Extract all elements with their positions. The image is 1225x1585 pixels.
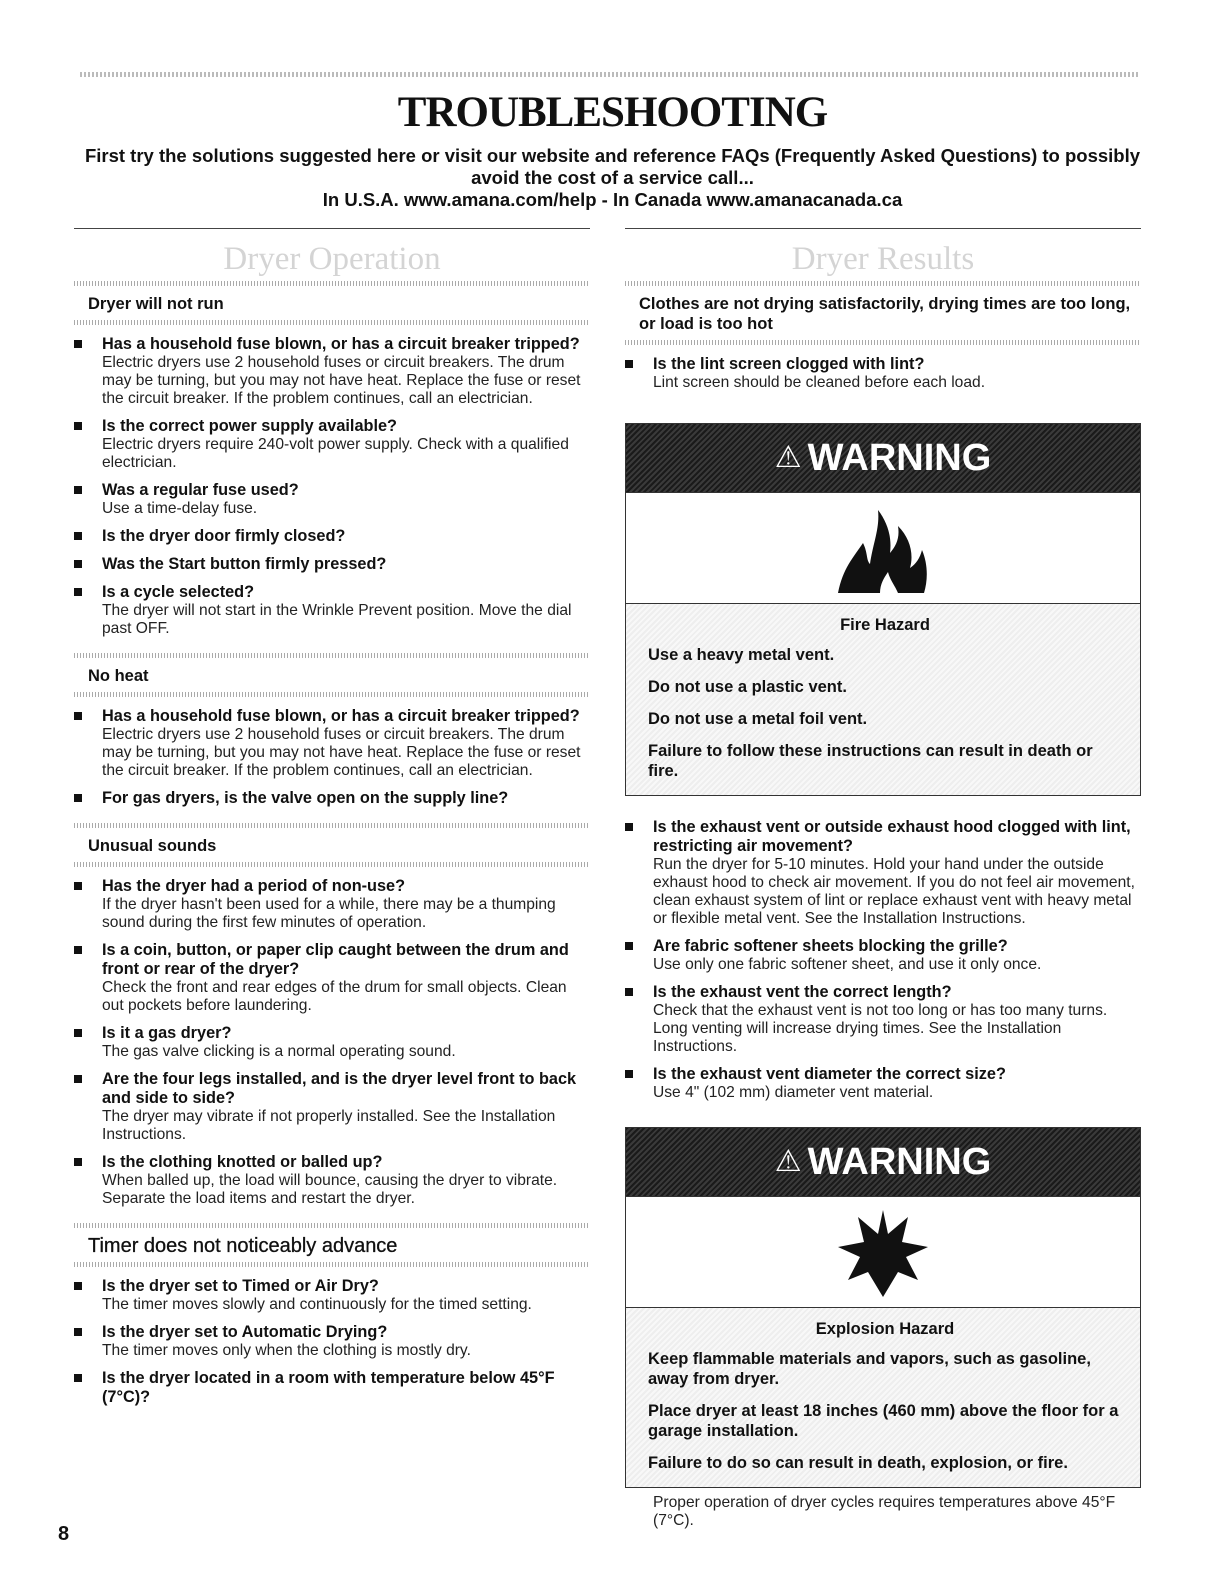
answer: Lint screen should be cleaned before each load. xyxy=(653,374,986,391)
list-item xyxy=(74,1369,590,1407)
warning-label: WARNING xyxy=(807,1141,992,1183)
question: Was the Start button firmly pressed? xyxy=(102,555,387,573)
answer: Electric dryers use 2 household fuses or circuit breakers. The drum may be turning, but you may not have heat. Replace the fuse or reset the circuit breaker. If the problem continues, call an electrician. xyxy=(102,726,581,779)
question: Is it a gas dryer? xyxy=(102,1024,232,1042)
list-item xyxy=(74,481,590,518)
explosion-warning-box xyxy=(625,1127,1141,1488)
column-heading: Dryer Operation xyxy=(223,241,441,277)
bullet-icon xyxy=(625,1070,633,1078)
warning-line: Failure to follow these instructions can result in death or fire. xyxy=(648,742,1093,780)
intro xyxy=(60,145,1165,211)
explosion-hazard-pictogram xyxy=(626,1196,1140,1308)
question: Is the dryer set to Automatic Drying? xyxy=(102,1323,388,1341)
intro-line-1: First try the solutions suggested here or visit our website and reference FAQs (Frequently Asked Questions) to possibly xyxy=(84,145,1141,166)
warning-banner xyxy=(626,424,1140,492)
question: Is the dryer set to Timed or Air Dry? xyxy=(102,1277,379,1295)
question-list xyxy=(74,325,590,653)
list-item xyxy=(74,555,590,574)
question: Has a household fuse blown, or has a circuit breaker tripped? xyxy=(102,335,580,353)
bullet-icon xyxy=(74,1158,82,1166)
bullet-icon xyxy=(74,588,82,596)
list-item xyxy=(74,941,590,1015)
warning-line: Place dryer at least 18 inches (460 mm) above the floor for a garage installation. xyxy=(648,1402,1119,1440)
list-item xyxy=(74,1024,590,1061)
answer: Use 4" (102 mm) diameter vent material. xyxy=(653,1084,934,1101)
list-item xyxy=(74,789,590,808)
fire-warning-box xyxy=(625,423,1141,796)
intro-line-3: In U.S.A. www.amana.com/help - In Canada www.amanacanada.ca xyxy=(322,189,903,210)
question-list xyxy=(74,867,590,1223)
list-item xyxy=(74,527,590,546)
warning-triangle-icon: ⚠ xyxy=(774,1145,802,1178)
column-rule xyxy=(74,228,590,229)
answer: Electric dryers require 240-volt power supply. Check with a qualified electrician. xyxy=(102,436,569,471)
bullet-icon xyxy=(74,794,82,802)
question: Are the four legs installed, and is the dryer level front to back and side to side? xyxy=(102,1070,577,1107)
question-list xyxy=(625,810,1141,1117)
list-item xyxy=(74,877,590,932)
answer: The timer moves only when the clothing is mostly dry. xyxy=(102,1342,471,1359)
answer: The dryer will not start in the Wrinkle Prevent position. Move the dial past OFF. xyxy=(102,602,572,637)
section-title: Unusual sounds xyxy=(88,837,217,855)
intro-line-2: avoid the cost of a service call... xyxy=(471,167,754,188)
answer: The timer moves slowly and continuously for the timed setting. xyxy=(102,1296,532,1313)
list-item xyxy=(74,1323,590,1360)
list-item xyxy=(74,1153,590,1208)
bullet-icon xyxy=(625,823,633,831)
page-number: 8 xyxy=(58,1523,70,1545)
warning-body xyxy=(626,1308,1140,1487)
warning-line: Keep flammable materials and vapors, such as gasoline, away from dryer. xyxy=(648,1350,1091,1388)
section-title: Dryer will not run xyxy=(88,295,224,313)
list-item xyxy=(625,1065,1141,1102)
question: Is the dryer located in a room with temperature below 45°F (7°C)? xyxy=(102,1369,555,1406)
list-item xyxy=(625,818,1141,928)
section-title: Clothes are not drying satisfactorily, drying times are too long, or load is too hot xyxy=(639,295,1131,333)
question: Is the dryer door firmly closed? xyxy=(102,527,346,545)
list-item xyxy=(74,1070,590,1144)
list-item xyxy=(74,417,590,472)
column-heading: Dryer Results xyxy=(791,241,975,277)
bullet-icon xyxy=(74,486,82,494)
bullet-icon xyxy=(74,340,82,348)
question-list xyxy=(625,345,1141,407)
bullet-icon xyxy=(625,988,633,996)
warning-line: Do not use a plastic vent. xyxy=(648,678,847,696)
question-list xyxy=(74,1267,590,1422)
warning-body xyxy=(626,604,1140,795)
bullet-icon xyxy=(74,532,82,540)
top-rule xyxy=(80,72,1140,77)
fire-hazard-pictogram xyxy=(626,492,1140,604)
list-item xyxy=(74,707,590,780)
list-item xyxy=(625,937,1141,974)
hazard-title: Explosion Hazard xyxy=(815,1320,955,1338)
question: Is the exhaust vent or outside exhaust hood clogged with lint, restricting air movement? xyxy=(653,818,1131,855)
bullet-icon xyxy=(74,882,82,890)
bullet-icon xyxy=(74,422,82,430)
warning-line: Do not use a metal foil vent. xyxy=(648,710,868,728)
question: Is a coin, button, or paper clip caught between the drum and front or rear of the dryer? xyxy=(102,941,569,978)
question: Is the exhaust vent diameter the correct size? xyxy=(653,1065,1006,1083)
answer: When balled up, the load will bounce, causing the dryer to vibrate. Separate the load items and restart the dryer. xyxy=(102,1172,558,1207)
question: Is the lint screen clogged with lint? xyxy=(653,355,925,373)
list-item xyxy=(74,335,590,408)
list-item xyxy=(625,355,1141,392)
question: Is the clothing knotted or balled up? xyxy=(102,1153,383,1171)
answer: Use a time-delay fuse. xyxy=(102,500,258,517)
question: Is the exhaust vent the correct length? xyxy=(653,983,952,1001)
section-title: No heat xyxy=(88,667,149,685)
bullet-icon xyxy=(625,942,633,950)
flame-icon xyxy=(818,498,948,598)
section-title: Timer does not noticeably advance xyxy=(88,1235,398,1257)
bullet-icon xyxy=(625,360,633,368)
left-column xyxy=(74,228,590,1422)
list-item xyxy=(74,583,590,638)
answer: Run the dryer for 5-10 minutes. Hold your hand under the outside exhaust hood to check air movement. If you do not feel air movement, clean exhaust system of lint or replace exhaust vent with heavy metal or flexible metal vent. See the Installation Instructions. xyxy=(653,856,1135,927)
bullet-icon xyxy=(74,560,82,568)
question: Is a cycle selected? xyxy=(102,583,255,601)
right-column xyxy=(625,228,1141,1530)
bullet-icon xyxy=(74,946,82,954)
page-title: TROUBLESHOOTING xyxy=(397,89,828,136)
answer: If the dryer hasn't been used for a while, there may be a thumping sound during the first few minutes of operation. xyxy=(102,896,556,931)
warning-line: Failure to do so can result in death, explosion, or fire. xyxy=(648,1454,1068,1472)
bullet-icon xyxy=(74,712,82,720)
warning-label: WARNING xyxy=(807,437,992,479)
bullet-icon xyxy=(74,1282,82,1290)
closing-note: Proper operation of dryer cycles requires temperatures above 45°F (7°C). xyxy=(653,1494,1116,1529)
bullet-icon xyxy=(74,1374,82,1382)
warning-triangle-icon: ⚠ xyxy=(774,441,802,474)
answer: The dryer may vibrate if not properly installed. See the Installation Instructions. xyxy=(102,1108,556,1143)
question: Has a household fuse blown, or has a circuit breaker tripped? xyxy=(102,707,580,725)
warning-line: Use a heavy metal vent. xyxy=(648,646,835,664)
answer: Check the front and rear edges of the drum for small objects. Clean out pockets before laundering. xyxy=(102,979,567,1014)
question: For gas dryers, is the valve open on the supply line? xyxy=(102,789,509,807)
question: Is the correct power supply available? xyxy=(102,417,397,435)
question: Was a regular fuse used? xyxy=(102,481,299,499)
answer: Electric dryers use 2 household fuses or circuit breakers. The drum may be turning, but you may not have heat. Replace the fuse or reset the circuit breaker. If the problem continues, call an electrician. xyxy=(102,354,581,407)
answer: The gas valve clicking is a normal operating sound. xyxy=(102,1043,456,1060)
warning-banner xyxy=(626,1128,1140,1196)
list-item xyxy=(74,1277,590,1314)
answer: Use only one fabric softener sheet, and use it only once. xyxy=(653,956,1042,973)
question: Are fabric softener sheets blocking the grille? xyxy=(653,937,1008,955)
bullet-icon xyxy=(74,1075,82,1083)
answer: Check that the exhaust vent is not too long or has too many turns. Long venting will increase drying times. See the Installation Instructions. xyxy=(653,1002,1108,1055)
bullet-icon xyxy=(74,1029,82,1037)
question: Has the dryer had a period of non-use? xyxy=(102,877,406,895)
bullet-icon xyxy=(74,1328,82,1336)
column-rule xyxy=(625,228,1141,229)
explosion-icon xyxy=(828,1202,938,1302)
hazard-title: Fire Hazard xyxy=(840,616,930,634)
list-item xyxy=(625,983,1141,1056)
question-list xyxy=(74,697,590,823)
